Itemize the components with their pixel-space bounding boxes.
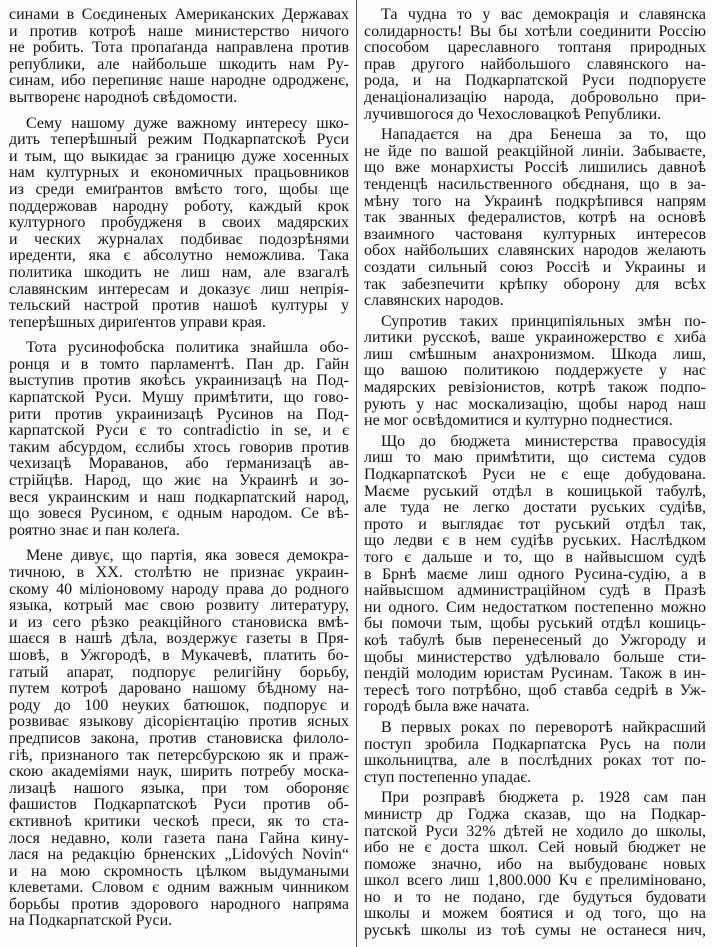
text-line: политика шкодить не лиш нам, але взагалѣ	[9, 264, 349, 281]
text-line: Сему нашому дуже важному интересу шко-	[26, 115, 349, 132]
text-line: путем котроѣ даровано нашому бѣдному на-	[9, 681, 349, 698]
text-line: що вашою политикою поддержуєте у нас	[364, 363, 706, 380]
text-line: в Брнѣ маєме лиш одного Русина-судію, а в	[364, 566, 706, 583]
text-line: но и то не подано, где будуться будовати	[364, 889, 706, 906]
text-line: бы помочи тым, щобы руський отдѣл кошиць-	[364, 616, 706, 633]
text-line: взаимного частованя културных интересов	[364, 226, 706, 243]
text-line: не йде по вашой реакційной линіи. Забываєте,	[364, 143, 706, 160]
text-line: дить теперѣшный режим Подкарпатскоѣ Руси	[9, 132, 349, 149]
left-column	[9, 7, 349, 939]
text-line: роятно знає и пан колеґа.	[9, 522, 180, 539]
text-line: скою академіями наук, ширить потребу моска-	[9, 764, 349, 781]
text-line: гатый апарат, подпорує религійну борьбу,	[9, 664, 349, 681]
text-line: поступ зробила Подкарпатска Русь на поли	[364, 736, 706, 753]
paragraph	[9, 7, 349, 107]
text-line: пендій молодим юристам Русинам. Також в ин-	[364, 666, 706, 683]
text-line: веся украинским и наш подкарпатский народ,	[9, 489, 349, 506]
text-line: лиш то маю примѣтити, що система судов	[364, 450, 706, 467]
text-line: не мог освѣдомитися и културно поднестися.	[364, 413, 673, 430]
text-line: славянских народов.	[364, 293, 504, 310]
paragraph	[364, 127, 706, 310]
paragraph	[364, 434, 706, 716]
text-line: мѣну того на Украинѣ подкрѣпився напрям	[364, 193, 706, 210]
text-line: Та чудна то у вас демокрація и славянска	[381, 7, 706, 23]
text-line: гіѣ, признаного так петерсбурскою як и праж-	[9, 747, 349, 764]
text-line: теперѣшных дириґентов управи края.	[9, 314, 266, 331]
text-line: языка, котрый має свою розвиту литературу,	[9, 598, 349, 615]
text-line: славянским интересам и доказує лиш непрія-	[9, 281, 349, 298]
text-line: Маєме руський отдѣл в кошицькой табулѣ,	[364, 483, 706, 500]
text-line: таким абсурдом, єслибы хтось говорив против	[9, 439, 349, 456]
text-line: школы и можем боятися и од того, що на	[364, 906, 706, 923]
text-line: але туда не легко достати руських судіѣв,	[364, 500, 706, 517]
text-line: прав другого найбольшого славянского на-	[364, 56, 706, 73]
text-line: лучившогося до Чехословацкоѣ Републики.	[364, 106, 662, 123]
text-line: на Подкарпатской Руси.	[9, 913, 173, 930]
text-line: Що до бюджета министерства правосудія	[381, 433, 706, 450]
text-line: ронця и в томто парламентѣ. Пан др. Гайн	[9, 356, 349, 373]
text-line: выступив против якоѣсь украинизацѣ на Под-	[9, 373, 349, 390]
text-line: що ледви є в нем судіѣв руських. Наслѣдком	[364, 533, 706, 550]
column-divider	[356, 0, 357, 947]
text-line: синам, ибо перепиняє наше народне одродженє,	[9, 73, 349, 90]
text-line: рода, и на Подкарпатской Руси подпоруєте	[364, 73, 706, 90]
text-line: В первых роках по переворотѣ найкрасший	[381, 719, 706, 736]
text-line: лизацѣ нашого языка, при том обороняє	[9, 780, 349, 797]
paragraph	[364, 314, 706, 430]
text-line: карпатской Руси є то contradictio in se, и є	[9, 423, 349, 440]
text-line: и ческих журналах подбиває подозрѣнями	[9, 231, 349, 248]
text-line: создати сильный союз Россіѣ и Украины и	[364, 259, 706, 276]
text-line: лиш смѣшным анахронизмом. Шкода лиш,	[364, 346, 706, 363]
text-line: тельский настрой против нашоѣ културы у	[9, 298, 349, 315]
right-column	[364, 7, 706, 944]
text-line: иреденти, яка є абсолутно неможлива. Така	[9, 248, 349, 265]
text-line: карпатской Руси. Мушу примѣтити, що гово-	[9, 390, 349, 407]
text-line: тересѣ того потрѣбно, щоб ставба седріѣ в Уж-	[364, 682, 706, 699]
text-line: тенденцѣ насильственного обєднаня, що в за-	[364, 176, 706, 193]
text-line: не робить. Тота пропаґанда направлена против	[9, 40, 349, 57]
text-line: предписов закона, против становиска филоло-	[9, 730, 349, 747]
text-line: рують у нас москализацію, щобы народ наш	[364, 396, 706, 413]
text-line: тичною, в ХХ. столѣтю не признає украин-	[9, 565, 349, 581]
text-line: щобы министерство удѣлювало больше сти-	[364, 649, 706, 666]
paragraph	[364, 790, 706, 939]
text-line: и против котроѣ наше министерство ничого	[9, 23, 349, 40]
text-line: чехизацѣ Мораванов, або ґерманизацѣ ав-	[9, 456, 349, 473]
text-line: Нападаєтся на дра Бенеша за то, що	[381, 127, 706, 144]
text-line: прото и выглядає тот руський отдѣл так,	[364, 516, 706, 533]
text-line: и на мою скромность цѣлком выдумаными	[9, 863, 349, 880]
text-line: городѣ была вже начата.	[364, 699, 530, 716]
text-line: так забезпечити крѣпку оборону для всѣх	[364, 276, 706, 293]
text-line: и тым, що выкидає за границю дуже хосенных	[9, 148, 349, 165]
text-line: способом цареславного топтаня природных	[364, 40, 706, 57]
text-line: роду до 100 неуких батюшок, подпорує и	[9, 697, 349, 714]
text-line: републики, але найбольше шкодить нам Ру-	[9, 56, 349, 73]
text-line: денаціонализацію народа, добровольно при-	[364, 89, 706, 106]
text-line: литики русскоѣ, ваше украиножерство є хиба	[364, 330, 706, 347]
text-line: скому 40 міліоновому народу права до родного	[9, 581, 349, 598]
text-line: и из сего рѣзко реакційного становиска вмѣ-	[9, 614, 349, 631]
text-line: из среди емиґрантов вмѣсто того, щобы ще	[9, 181, 349, 198]
text-line: коѣ табулѣ быв перенесеный до Ужгороду и	[364, 632, 706, 649]
text-line: обох найбольших славянских народов желають	[364, 243, 706, 260]
text-line: нам културных и економичных працьовников	[9, 165, 349, 182]
text-line: Мене дивує, що партія, яка зовеся демокра-	[26, 548, 349, 565]
text-line: културного пробудженя в своих мадярских	[9, 215, 349, 232]
text-line: єктивноѣ критики ческоѣ преси, як то ста-	[9, 813, 349, 830]
text-line: того є дальше и то, що в найвысшом судѣ	[364, 550, 706, 566]
text-line: синами в Соєдиненых Американских Державах	[9, 7, 349, 23]
text-line: шаєся в нашѣ дѣла, воздержує газеты в Пря-	[9, 631, 349, 648]
paragraph	[9, 340, 349, 539]
text-line: патской Руси 32% дѣтей не ходило до школы,	[364, 823, 706, 840]
text-line: школ всего лиш 1,800.000 Кч є прелиміновано,	[364, 873, 706, 890]
text-line: шовѣ, в Ужгородѣ, в Мукачевѣ, платить бо-	[9, 647, 349, 664]
text-line: клеветами. Словом є одним важным чинником	[9, 880, 349, 897]
paragraph	[9, 548, 349, 930]
text-line: стрійцѣв. Народ, що жиє на Украинѣ и зо-	[9, 473, 349, 490]
text-line: Супротив таких принципіяльных змѣн по-	[381, 313, 706, 330]
text-line: лася на редакцію брненских „Lidových Novin“	[9, 847, 349, 864]
text-line: солидарность! Вы бы хотѣли соединити Россію	[364, 23, 706, 40]
text-line: Подкарпатскоѣ Руси не є еще добудована.	[364, 467, 706, 484]
text-line: вытворенє народноѣ свѣдомости.	[9, 89, 238, 106]
paragraph	[9, 116, 349, 332]
text-line: фашистов Подкарпатскоѣ Руси против об-	[9, 797, 349, 814]
paragraph	[364, 720, 706, 786]
text-line: При розправѣ бюджета р. 1928 сам пан	[381, 790, 706, 807]
text-line: розвиває языкову дісорієнтацію против ясных	[9, 714, 349, 731]
text-line: рити против украинизацѣ Русинов на Под-	[9, 406, 349, 423]
text-line: лося недавно, коли газета пана Гайна кину-	[9, 830, 349, 847]
text-line: що вже монархисты Россіѣ лишились давноѣ	[364, 160, 706, 177]
text-line: школьництва, але в послѣдних роках тот по-	[364, 753, 706, 770]
paragraph	[364, 7, 706, 123]
text-line: поможе значно, ибо на выбудованє новых	[364, 856, 706, 873]
text-line: так званных федералистов, котрѣ на основѣ	[364, 210, 706, 227]
text-line: ни одного. Сим недостатком постепенно можно	[364, 599, 706, 616]
text-line: поддержовав народну роботу, каждый крок	[9, 198, 349, 215]
text-line: найвысшом администраційном судѣ в Празѣ	[364, 583, 706, 600]
text-line: що зовеся Русином, є одным народом. Се вѣ-	[9, 506, 349, 523]
text-line: мадярских ревізіонистов, котрѣ також подпо-	[364, 380, 706, 397]
text-line: Тота русинофобска политика знайшла обо-	[26, 340, 349, 357]
text-line: ибо не є доста школ. Сей новый бюджет не	[364, 840, 706, 857]
text-line: министр др Годжа сказав, що на Подкар-	[364, 806, 706, 823]
text-line: борьбы против здорового народного напряма	[9, 896, 349, 913]
text-line: ступ постепенно упадає.	[364, 769, 532, 786]
text-line: руськѣ школы из тоѣ сумы не останеся нич,	[364, 923, 706, 940]
